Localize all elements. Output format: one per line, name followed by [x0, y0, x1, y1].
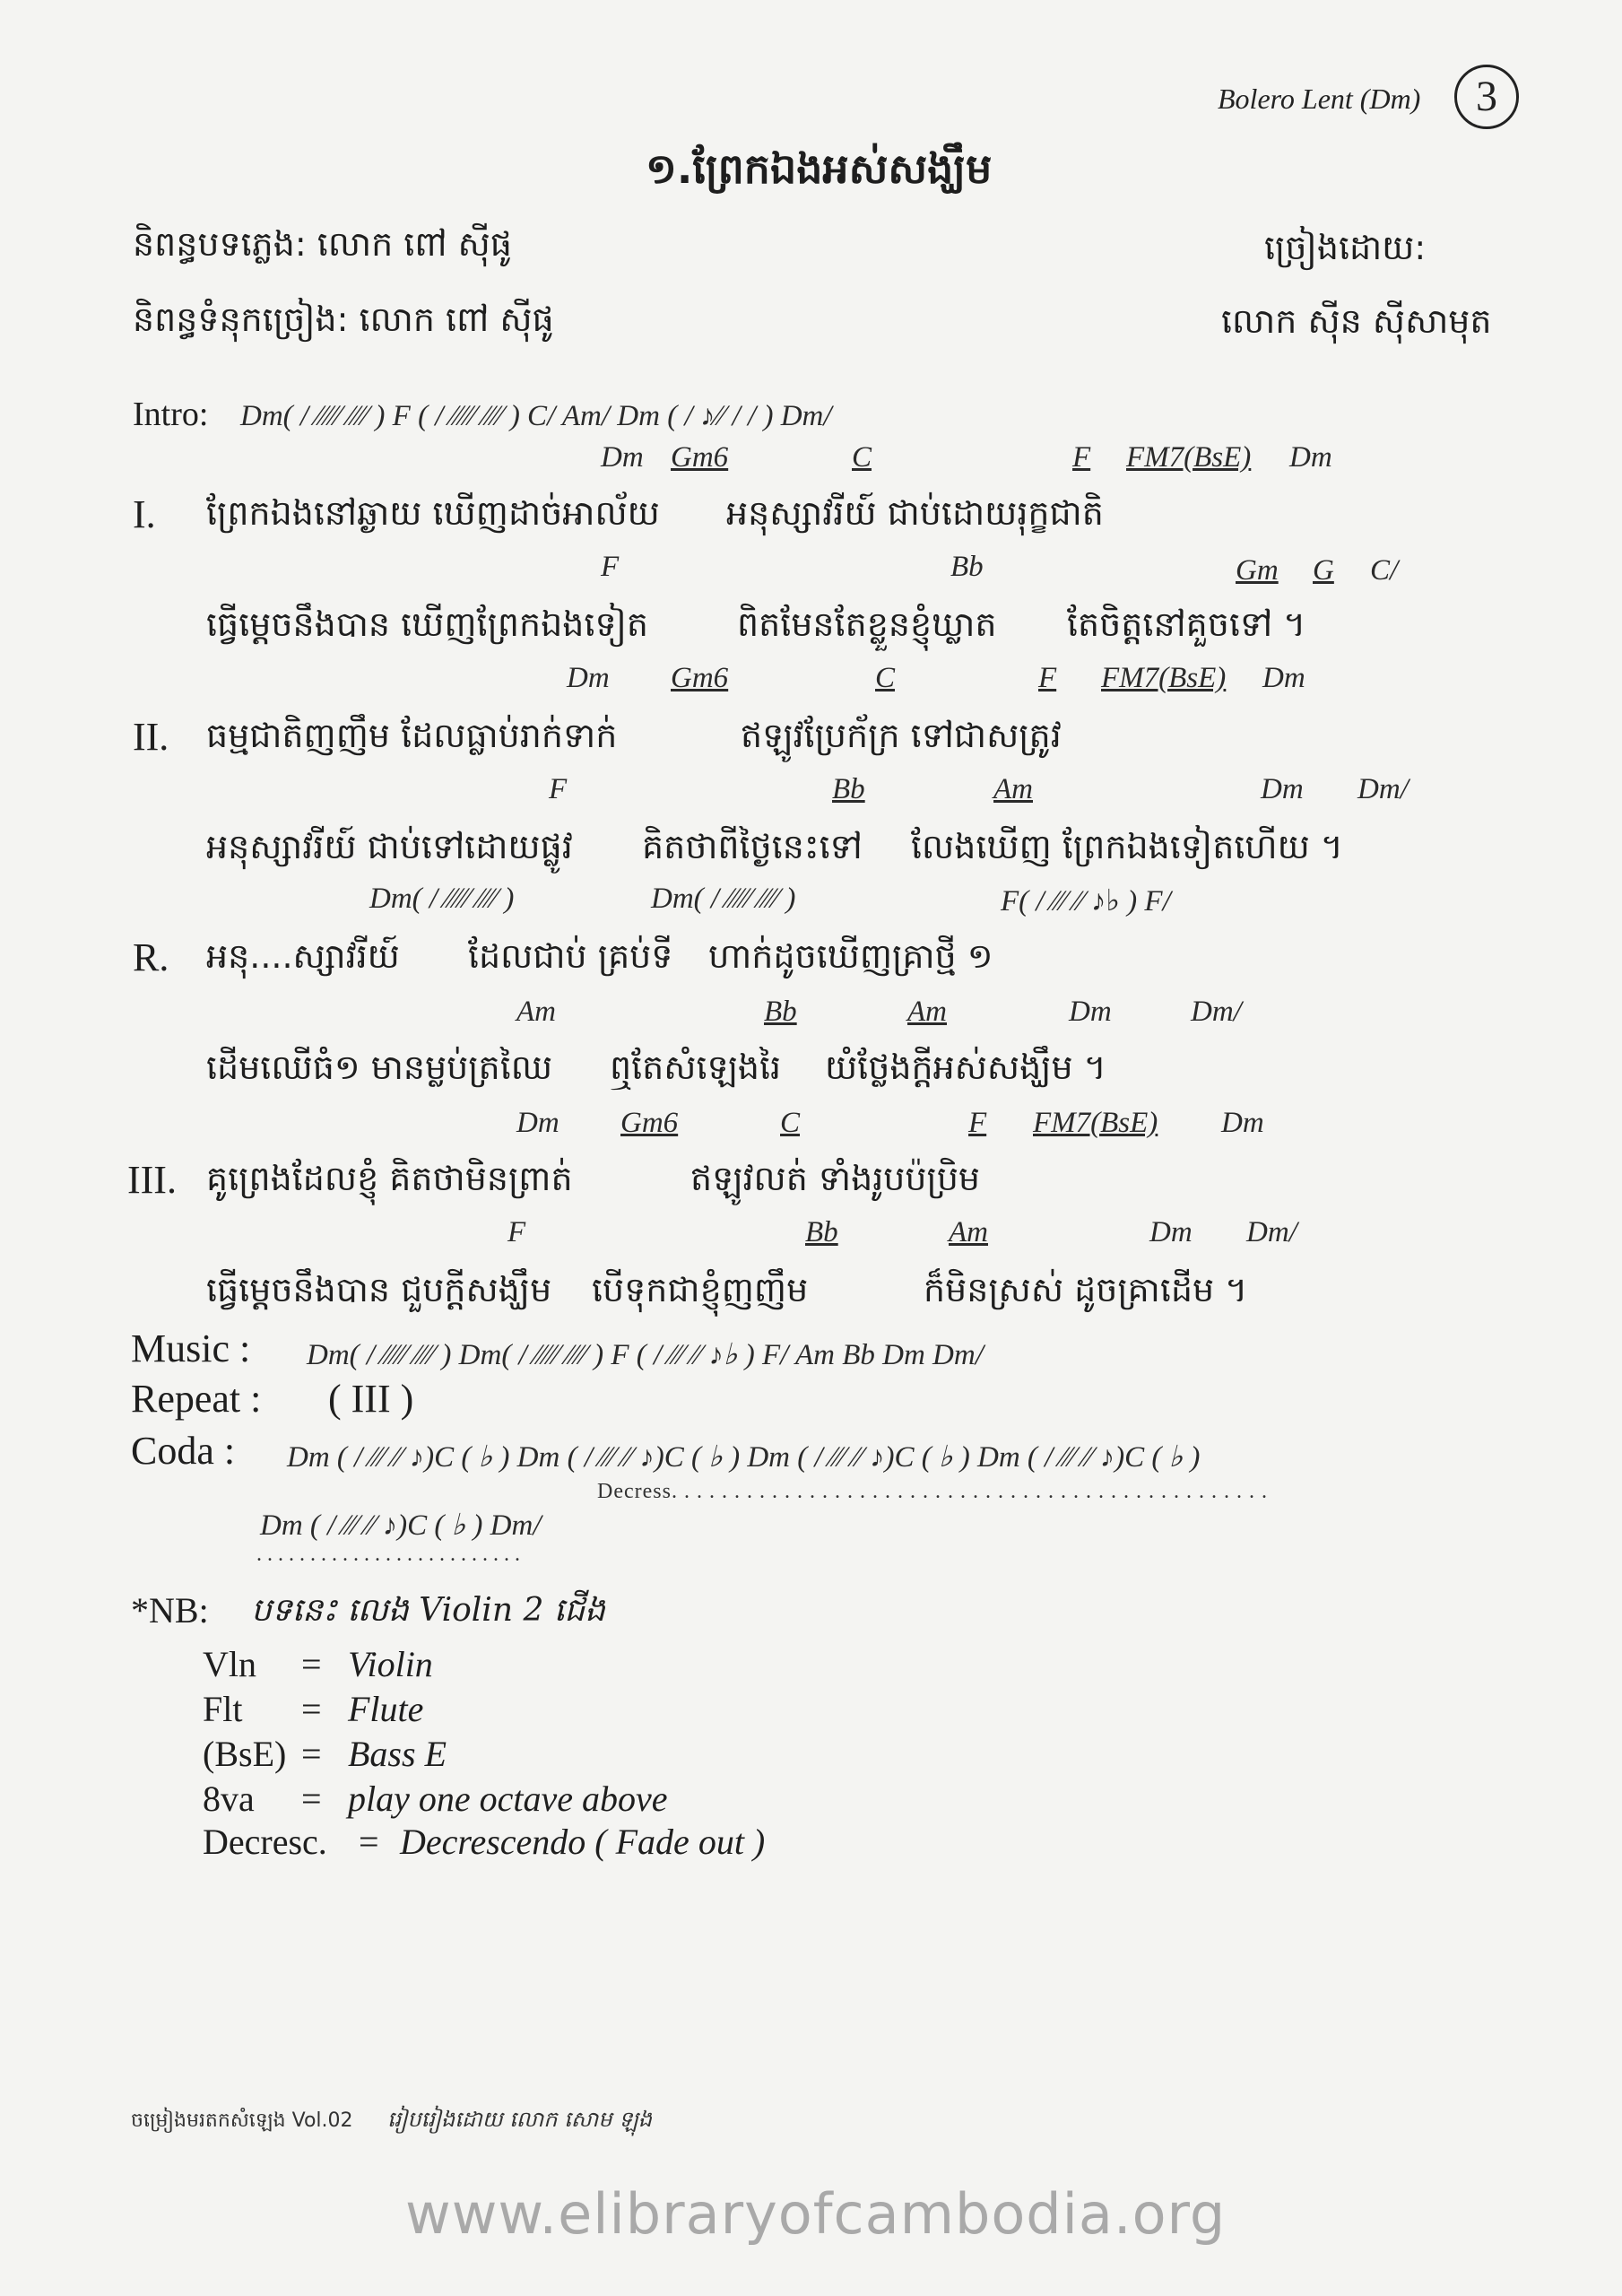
- chord: Dm( / ∕∕∕∕∕ ⁄⁄⁄⁄ ): [651, 883, 796, 915]
- lyric: គិតថាពីថ្ងៃនេះទៅ: [642, 827, 863, 866]
- chord: Am: [993, 773, 1033, 805]
- repeat-value: ( III ): [328, 1377, 414, 1421]
- chord: F: [507, 1216, 526, 1248]
- legend-abbr: (BsE): [203, 1734, 287, 1774]
- legend-full: Bass E: [348, 1734, 447, 1774]
- music-chords: Dm( / ∕∕∕∕∕ ⁄⁄⁄⁄ ) Dm( / ∕∕∕∕∕ ⁄⁄⁄⁄ ) F ( / ∕∕∕ ⁄⁄ ♪♭ ) F/ Am Bb Dm Dm/: [307, 1339, 984, 1371]
- chord: F: [1072, 441, 1091, 474]
- coda-line-1: Dm ( / ∕∕∕ ⁄⁄ ♪)C ( ♭ ) Dm ( / ∕∕∕ ⁄⁄ ♪)C ( ♭ ) Dm ( / ∕∕∕ ⁄⁄ ♪)C ( ♭ ) Dm ( / ∕∕∕ ⁄⁄ ♪)C ( ♭ ): [287, 1441, 1201, 1474]
- chord: Am: [516, 996, 556, 1028]
- chord: F: [1038, 662, 1057, 694]
- chord: Dm: [1289, 441, 1332, 474]
- lyric: គូព្រេងដែលខ្ញុំ គិតថាមិនព្រាត់: [206, 1159, 573, 1198]
- lyric-composer: និពន្ធទំនុកច្រៀង: លោក ពៅ ស៊ីផូ: [133, 300, 554, 339]
- section-label: II.: [133, 715, 169, 759]
- section-label: R.: [133, 935, 169, 979]
- lyric: អនុស្សាវរីយ៍ ជាប់ទៅដោយផ្លូវ: [206, 827, 573, 866]
- legend-eq: =: [359, 1822, 379, 1862]
- chord: Am: [907, 996, 947, 1028]
- style-tempo: Bolero Lent (Dm): [1218, 83, 1421, 115]
- legend-abbr: Vln: [203, 1644, 256, 1684]
- legend-eq: =: [301, 1644, 322, 1684]
- chord: Dm: [516, 1107, 559, 1139]
- lyric: អនុ....ស្សាវរីយ៍: [206, 936, 400, 976]
- chord: FM7(BsE): [1033, 1107, 1158, 1139]
- chord: Dm: [1069, 996, 1112, 1028]
- chord: Bb: [950, 551, 984, 583]
- chord: Dm/: [1246, 1216, 1297, 1248]
- chord: Gm: [1236, 554, 1279, 587]
- legend-full: play one octave above: [348, 1779, 668, 1819]
- decress-marking: Decress. . . . . . . . . . . . . . . . . . . . . . . . . . . . . . . . . . . . . . . . . . . . . . . .: [597, 1480, 1268, 1503]
- lyric: ពិតមែនតែខ្លួនខ្ញុំឃ្លាត: [737, 604, 997, 644]
- chord: Dm: [1221, 1107, 1264, 1139]
- chord: Bb: [764, 996, 797, 1028]
- section-label: III.: [127, 1158, 177, 1202]
- chord: Dm/: [1357, 773, 1409, 805]
- chord: Dm: [1261, 773, 1304, 805]
- chord: C/: [1370, 554, 1399, 587]
- nb-label: *NB:: [131, 1590, 209, 1631]
- footer-compiled-by: រៀបរៀងដោយ លោក សោម ឡុង: [387, 2107, 652, 2132]
- website-watermark: www.elibraryofcambodia.org: [405, 2181, 1227, 2247]
- nb-remark: បទនេះ លេង Violin 2 ជើង: [251, 1592, 605, 1629]
- chord: FM7(BsE): [1101, 662, 1227, 694]
- lyric: ព្រែកឯងនៅឆ្ងាយ ឃើញដាច់អាល័យ: [206, 493, 660, 533]
- sung-by-label: ច្រៀងដោយ:: [1264, 228, 1427, 267]
- chord: Gm6: [620, 1107, 679, 1139]
- singer-name: លោក ស៊ីន ស៊ីសាមុត: [1221, 301, 1492, 341]
- intro-chords: Dm( / ∕∕∕∕∕ ⁄⁄⁄⁄ ) F ( / ∕∕∕∕∕ ⁄⁄⁄⁄ ) C/ Am/ Dm ( / ♪∕∕ / / ) Dm/: [240, 400, 832, 432]
- lyric: ដែលជាប់ គ្រប់ទី: [468, 936, 673, 976]
- chord: Dm( / ∕∕∕∕∕ ⁄⁄⁄⁄ ): [369, 883, 515, 915]
- coda-label: Coda :: [131, 1429, 236, 1473]
- lyric: ក៏មិនស្រស់ ដូចគ្រាដើម ។: [924, 1270, 1248, 1309]
- lyric: ធម្មជាតិញញឹម ដែលធ្លាប់រាក់ទាក់: [206, 716, 618, 755]
- legend-abbr: Flt: [203, 1689, 243, 1729]
- legend-full: Decrescendo ( Fade out ): [400, 1822, 766, 1862]
- chord: G: [1313, 554, 1334, 587]
- chord: C: [852, 441, 872, 474]
- legend-eq: =: [301, 1779, 322, 1819]
- chord: C: [780, 1107, 801, 1139]
- chord: Dm: [601, 441, 644, 474]
- intro-label: Intro:: [133, 396, 209, 433]
- legend-eq: =: [301, 1689, 322, 1729]
- music-composer: និពន្ធបទភ្លេង: លោក ពៅ ស៊ីផូ: [133, 224, 512, 264]
- music-label: Music :: [131, 1326, 251, 1370]
- repeat-label: Repeat :: [131, 1377, 262, 1421]
- song-title: ១.ព្រែកឯងអស់សង្ឃឹម: [646, 144, 993, 193]
- lyric: ធ្វើម្តេចនឹងបាន ជួបក្តីសង្ឃឹម: [206, 1270, 552, 1309]
- legend-full: Flute: [348, 1689, 424, 1729]
- lyric: ធ្វើម្តេចនឹងបាន ឃើញព្រែកឯងទៀត: [206, 604, 649, 644]
- legend-abbr: 8va: [203, 1779, 255, 1819]
- legend-abbr: Decresc.: [203, 1822, 327, 1862]
- coda-dots: . . . . . . . . . . . . . . . . . . . . . . . . .: [256, 1543, 520, 1566]
- lyric: ដើមឈើធំ១ មានម្លប់ត្រឈៃ: [206, 1048, 553, 1087]
- chord: Am: [949, 1216, 988, 1248]
- chord: F: [601, 551, 620, 583]
- lyric: លែងឃើញ ព្រែកឯងទៀតហើយ ។: [911, 827, 1343, 866]
- section-label: I.: [133, 492, 156, 536]
- chord: F: [549, 773, 568, 805]
- chord: Bb: [832, 773, 865, 805]
- lyric: ឮតែសំឡេងរៃ: [610, 1048, 782, 1087]
- legend-eq: =: [301, 1734, 322, 1774]
- lyric: បើទុកជាខ្ញុំញញឹម: [592, 1270, 809, 1309]
- chord: Bb: [805, 1216, 838, 1248]
- page-number: 3: [1454, 65, 1519, 129]
- chord: Dm: [1149, 1216, 1193, 1248]
- chord: Dm: [567, 662, 610, 694]
- lyric: ឥឡូវលត់ ទាំងរូបប៉ប្រិម: [690, 1159, 981, 1198]
- chord: F( / ∕∕∕ ⁄⁄ ♪♭ ) F/: [1001, 885, 1171, 918]
- lyric: ហាក់ដូចឃើញគ្រាថ្មី ១: [708, 936, 993, 976]
- chord: C: [875, 662, 896, 694]
- lyric: តែចិត្តនៅគួចទៅ ។: [1067, 604, 1306, 644]
- lyric: ឥឡូវប្រែក័ក្រ ទៅជាសត្រូវ: [741, 716, 1062, 755]
- chord: Dm: [1262, 662, 1305, 694]
- chord: Dm/: [1191, 996, 1242, 1028]
- chord: Gm6: [671, 441, 729, 474]
- coda-line-2: Dm ( / ∕∕∕ ⁄⁄ ♪)C ( ♭ ) Dm/: [260, 1509, 542, 1542]
- footer-book: ចម្រៀងមរតកសំឡេង Vol.02: [131, 2109, 353, 2132]
- chord: F: [968, 1107, 987, 1139]
- legend-full: Violin: [348, 1644, 433, 1684]
- lyric: អនុស្សាវរីយ៍ ជាប់ដោយរុក្ខជាតិ: [726, 493, 1104, 533]
- lyric: យំថ្លែងក្តីអស់សង្ឃឹម ។: [825, 1048, 1106, 1087]
- chord: FM7(BsE): [1126, 441, 1252, 474]
- chord: Gm6: [671, 662, 729, 694]
